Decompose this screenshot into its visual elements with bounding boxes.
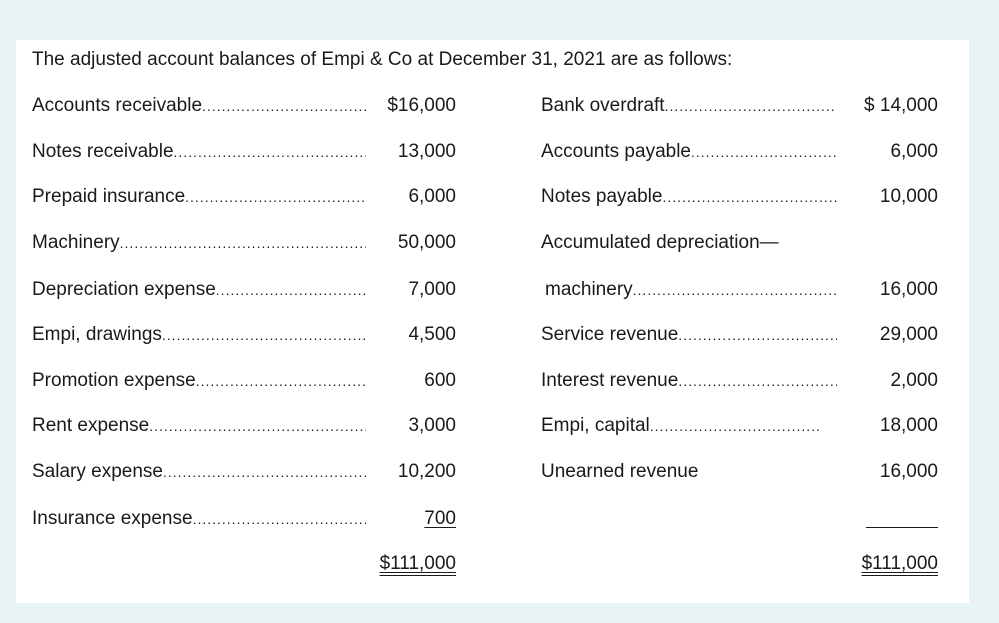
leader-dots bbox=[149, 414, 366, 438]
account-value: 6,000 bbox=[890, 141, 938, 162]
account-label: Empi, capital bbox=[541, 415, 650, 436]
leader-dots bbox=[650, 414, 821, 438]
account-label: Depreciation expense bbox=[32, 279, 216, 300]
leader-dots bbox=[120, 231, 366, 255]
statement-heading: The adjusted account balances of Empi & Co at December 31, 2021 are as follows: bbox=[32, 49, 733, 70]
account-value: 4,500 bbox=[408, 324, 456, 345]
total-value-left: $111,000 bbox=[379, 553, 456, 574]
account-value: 700 bbox=[424, 508, 456, 529]
account-label: Notes receivable bbox=[32, 141, 174, 162]
account-value: 600 bbox=[424, 370, 456, 391]
leader-dots bbox=[665, 94, 837, 118]
account-value: 50,000 bbox=[397, 232, 456, 253]
leader-dots bbox=[202, 94, 366, 118]
leader-dots bbox=[678, 369, 837, 393]
account-value: 10,000 bbox=[879, 186, 938, 207]
account-value: 29,000 bbox=[879, 324, 938, 345]
total-value-right: $111,000 bbox=[861, 553, 938, 574]
account-label: Accounts payable bbox=[541, 141, 691, 162]
leader-dots bbox=[662, 185, 837, 209]
account-value: 18,000 bbox=[879, 415, 938, 436]
leader-dots bbox=[185, 185, 366, 209]
account-label: Empi, drawings bbox=[32, 324, 162, 345]
account-label: Rent expense bbox=[32, 415, 150, 436]
account-value: $16,000 bbox=[387, 95, 456, 116]
account-value: 16,000 bbox=[879, 461, 938, 482]
account-value: 16,000 bbox=[879, 279, 938, 300]
leader-dots bbox=[193, 507, 366, 531]
account-label: Accumulated depreciation— bbox=[541, 232, 779, 253]
account-label: Notes payable bbox=[541, 186, 663, 207]
account-value: 13,000 bbox=[397, 141, 456, 162]
leader-dots bbox=[174, 140, 366, 164]
account-label: Prepaid insurance bbox=[32, 186, 186, 207]
leader-dots bbox=[196, 369, 366, 393]
account-label: Bank overdraft bbox=[541, 95, 665, 116]
account-label: Unearned revenue bbox=[541, 461, 699, 482]
account-value: 7,000 bbox=[408, 279, 456, 300]
leader-dots bbox=[216, 278, 366, 302]
account-label: Insurance expense bbox=[32, 508, 193, 529]
account-label: Accounts receivable bbox=[32, 95, 203, 116]
leader-dots bbox=[678, 323, 837, 347]
account-label: machinery bbox=[545, 279, 633, 300]
leader-dots bbox=[163, 460, 366, 484]
account-label: Salary expense bbox=[32, 461, 163, 482]
leader-dots bbox=[633, 278, 837, 302]
account-label: Service revenue bbox=[541, 324, 679, 345]
account-value: 2,000 bbox=[890, 370, 938, 391]
account-value: 3,000 bbox=[408, 415, 456, 436]
leader-dots bbox=[162, 323, 366, 347]
leader-dots bbox=[691, 140, 837, 164]
account-value: $ 14,000 bbox=[864, 95, 938, 116]
account-value: 6,000 bbox=[408, 186, 456, 207]
account-label: Machinery bbox=[32, 232, 120, 253]
account-value: 10,200 bbox=[397, 461, 456, 482]
account-label: Promotion expense bbox=[32, 370, 196, 391]
account-label: Interest revenue bbox=[541, 370, 679, 391]
subtotal-rule bbox=[866, 527, 938, 528]
